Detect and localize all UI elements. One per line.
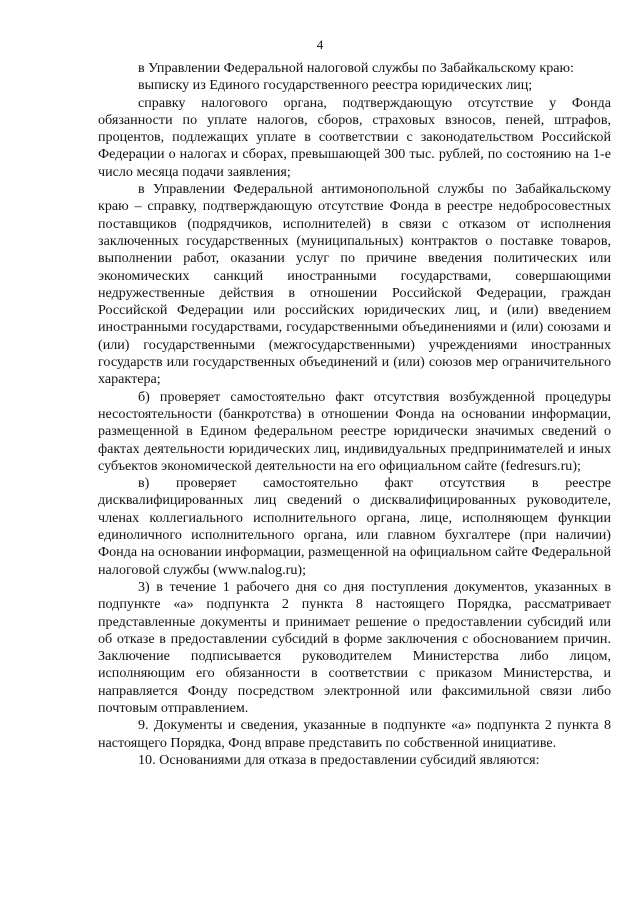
paragraph: 10. Основаниями для отказа в предоставлении субсидий являются: — [138, 751, 540, 768]
paragraph: в) проверяет самостоятельно факт отсутствия в реестре дисквалифицированных лиц сведений о дисквалифицированных руководителе, членах коллегиального исполнительного органа, лице, исполняющем функции единоличного исполнительного органа, или главном бухгалтере (при наличии) Фонда на основании информации, размещенной на официальном сайте Федеральной налоговой службы (www.nalog.ru); — [98, 475, 611, 578]
paragraph: 3) в течение 1 рабочего дня со дня поступления документов, указанных в подпункте «а» подпункта 2 пункта 8 настоящего Порядка, рассматривает представленные документы и принимает решение о предоставлении субсидий или об отказе в предоставлении субсидий в форме заключения с обоснованием причин. Заключение подписывается руководителем Министерства либо лицом, исполняющим его обязанности в соответствии с приказом Министерства, и направляется Фонду посредством электронной или факсимильной связи либо почтовым отправлением. — [98, 578, 611, 716]
paragraph: 9. Документы и сведения, указанные в подпункте «а» подпункта 2 пункта 8 настоящего Порядка, Фонд вправе представить по собственной инициативе. — [98, 717, 611, 751]
paragraph: в Управлении Федеральной налоговой службы по Забайкальскому краю: — [138, 60, 574, 76]
paragraph: выписку из Единого государственного реестра юридических лиц; — [138, 77, 533, 94]
page-number: 4 — [316, 37, 324, 52]
paragraph: справку налогового органа, подтверждающую отсутствие у Фонда обязанности по уплате налогов, сборов, страховых взносов, пеней, штрафов, процентов, подлежащих уплате в соответствии с законодательством Российской Федерации о налогах и сборах, превышающей 300 тыс. рублей, по состоянию на 1-е число месяца подачи заявления; — [98, 94, 611, 180]
paragraph: в Управлении Федеральной антимонопольной службы по Забайкальскому краю – справку, подтверждающую отсутствие Фонда в реестре недобросовестных поставщиков (подрядчиков, исполнителей) в связи с отказом от исполнения заключенных государственных (муниципальных) контрактов о поставке товаров, выполнении работ, оказании услуг по причине введения политических или экономических санкций иностранными государствами, совершающими недружественные действия в отношении Российской Федерации, граждан Российской Федерации или российских юридических лиц, и (или) введением иностранными государствами, государственными объединениями и (или) союзами и (или) государственными (межгосударственными) учреждениями иностранных государств или государственных объединений и (или) союзов мер ограничительного характера; — [98, 181, 611, 388]
document-body — [98, 60, 611, 769]
paragraph: б) проверяет самостоятельно факт отсутствия возбужденной процедуры несостоятельности (банкротства) в отношении Фонда на основании информации, размещенной в Едином федеральном реестре юридически значимых сведений о фактах деятельности юридических лиц, индивидуальных предпринимателей и иных субъектов экономической деятельности на его официальном сайте (fedresurs.ru); — [98, 388, 611, 474]
